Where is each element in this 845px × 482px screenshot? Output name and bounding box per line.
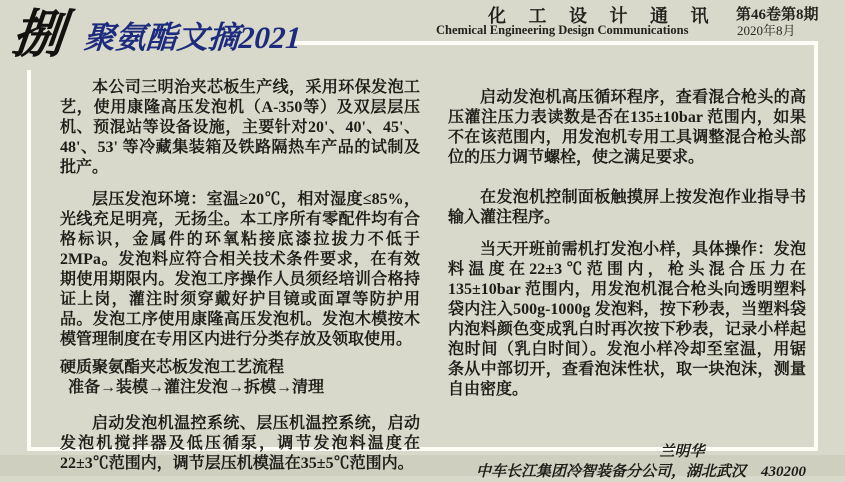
author-affiliation: 中车长江集团冷智装备分公司，湖北武汉 430200 (475, 464, 806, 480)
journal-volume-issue: 第46卷第8期 (736, 7, 819, 23)
paragraph-temperature-control: 启动发泡机温控系统、层压机温控系统，启动发泡机搅拌器及低压循泵，调节发泡料温度在22±3℃范围内，调节层压机模温在35±5℃范围内。 (60, 415, 420, 472)
masthead (0, 0, 303, 70)
series-title-calligraphy: 聚氨酯文摘2021 (82, 20, 303, 55)
process-flow-heading: 硬质聚氨酯夹芯板发泡工艺流程 (60, 359, 285, 376)
journal-title-zh: 化 工 设 计 通 讯 (488, 6, 718, 26)
signature-block (448, 444, 806, 482)
paragraph-high-pressure-cycle: 启动发泡机高压循环程序，查看混合枪头的高压灌注压力表读数是否在135±10bar 范围内，如果不在该范围内，用发泡机专用工具调整混合枪头部位的压力调节螺栓，使之满足要求。 (448, 89, 806, 166)
author-name: 兰明华 (659, 444, 705, 460)
process-flow-block (60, 358, 420, 398)
two-column-layout (31, 45, 814, 480)
content-frame (27, 41, 818, 480)
journal-title-en: Chemical Engineering Design Communications (436, 23, 689, 37)
paragraph-foam-sample: 当天开班前需机打发泡小样，具体操作：发泡料温度在22±3℃范围内，枪头混合压力在135±10bar 范围内，用发泡机混合枪头向透明塑料袋内注入500g-1000g 发泡料，按下秒表，当塑料袋内泡料颜色变成乳白时再次按下秒表，记录小样起泡时间（乳白时间）。发泡小样冷却至室温，用锯条从中部切开，查看泡沫性状，取一块泡沫，测量自由密度。 (448, 241, 806, 398)
right-column (448, 78, 806, 480)
process-flow-steps: 准备→装模→灌注发泡→拆模→清理 (68, 379, 325, 396)
paragraph-foaming-environment: 层压发泡环境：室温≥20℃，相对湿度≤85%，光线充足明亮，无扬尘。本工序所有零配件均有合格标识，金属件的环氧粘接底漆拉拔力不低于2MPa。发泡料应符合相关技术条件要求，在有效期使用期限内。发泡工序操作人员须经培训合格持证上岗，灌注时须穿戴好护目镜或面罩等防护用品。发泡工序使用康隆高压发泡机。发泡木模按木模管理制度在专用区内进行分类存放及领取使用。 (60, 191, 420, 348)
journal-date: 2020年8月 (737, 23, 796, 38)
paragraph-production-line: 本公司三明治夹芯板生产线，采用环保发泡工艺，使用康隆高压发泡机（A-350等）及双层层压机、预混站等设备设施，主要针对20'、40'、45'、48'、53' 等冷藏集装箱及铁路隔热车产品的试制及批产。 (60, 79, 420, 176)
left-column (60, 78, 420, 472)
paragraph-touchscreen-program: 在发泡机控制面板触摸屏上按发泡作业指导书输入灌注程序。 (448, 189, 806, 226)
section-seal-character: 捌 (9, 7, 68, 64)
